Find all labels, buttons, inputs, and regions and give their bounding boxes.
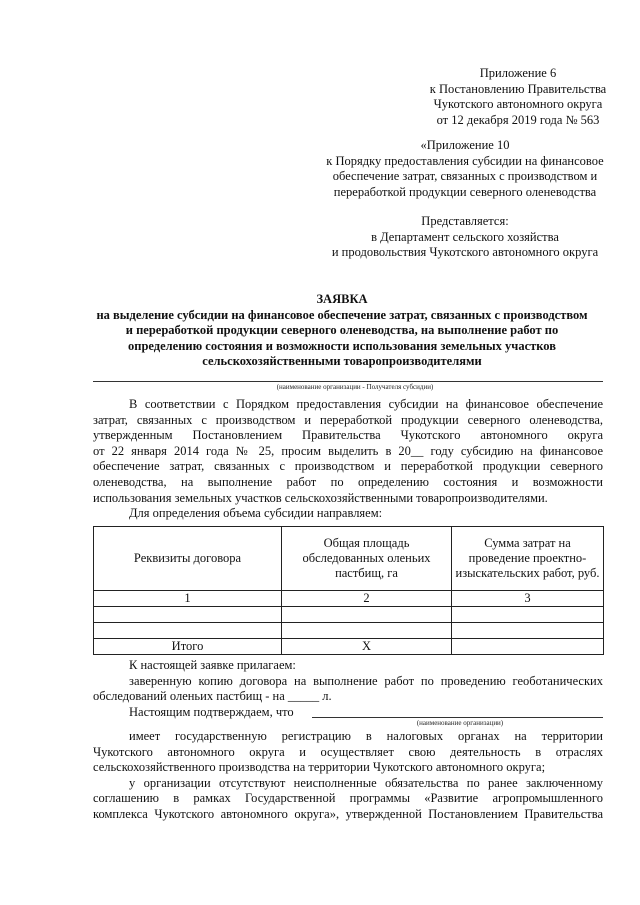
- organization-name-line: [93, 381, 603, 382]
- column-number: 1: [94, 591, 282, 607]
- attachments-line: заверенную копию договора на выполнение работ по проведению геоботанических: [129, 673, 603, 688]
- attachments-intro: К настоящей заявке прилагаем:: [129, 658, 296, 672]
- confirm-caption: (наименование организации): [416, 719, 504, 727]
- presented-line: в Департамент сельского хозяйства: [371, 229, 559, 244]
- heading-title: ЗАЯВКА: [316, 292, 368, 306]
- request-line: затрат, связанных с производством и переработкой продукции северного оленеводства,: [93, 412, 603, 427]
- confirm-line: сельскохозяйственного производства на территории Чукотского автономного округа;: [93, 760, 546, 775]
- appendix-6-block: [400, 66, 636, 128]
- request-line-first: В соответствии с Порядком предоставления субсидии на финансовое обеспечение: [129, 397, 603, 411]
- attachments-line: обследований оленьих пастбищ - на _____ л.: [93, 689, 332, 704]
- appendix-6-line: к Постановлению Правительства: [429, 81, 607, 96]
- confirm-line: у организации отсутствуют неисполненные обязательства по ранее заключенному: [129, 775, 603, 790]
- appendix-10-block: [300, 138, 630, 200]
- header-sum: Сумма затрат на проведение проектно-изыскательских работ, руб.: [452, 527, 604, 591]
- heading-line: сельскохозяйственными товаропроизводителями: [202, 354, 482, 369]
- table-number-row: [94, 591, 604, 607]
- appendix-6-line: Чукотского автономного округа: [433, 97, 603, 112]
- heading-line: на выделение субсидии на финансовое обеспечение затрат, связанных с производством: [96, 307, 588, 322]
- presented-line: и продовольствия Чукотского автономного округа: [331, 245, 599, 260]
- table-cell: [452, 607, 604, 623]
- total-mark: X: [282, 639, 452, 655]
- request-line: обеспечение затрат, связанных с производством и переработкой продукции северного: [93, 459, 603, 474]
- presented-block: [300, 214, 630, 261]
- appendix-6-line: от 12 декабря 2019 года № 563: [436, 112, 600, 127]
- heading-line: определению состояния и возможности использования земельных участков: [128, 338, 556, 353]
- table-cell: [452, 623, 604, 639]
- request-line: утвержденным Постановлением Правительства Чукотского автономного округа: [93, 428, 603, 443]
- request-line-last: использования земельных участков сельскохозяйственными товаропроизводителями.: [93, 490, 548, 505]
- confirm-line: имеет государственную регистрацию в налоговых органах на территории: [129, 729, 603, 743]
- subsidy-table: [93, 526, 604, 655]
- table-cell: [282, 623, 452, 639]
- table-cell: [94, 607, 282, 623]
- table-cell: [94, 623, 282, 639]
- appendix-10-line: к Порядку предоставления субсидии на финансовое: [326, 153, 604, 168]
- heading-line: и переработкой продукции северного оленеводства, на выполнение работ по: [125, 323, 559, 338]
- total-label: Итого: [94, 639, 282, 655]
- table-row: [94, 623, 604, 639]
- confirm-line: Чукотского автономного округа и осуществляет свою деятельность в отраслях: [93, 744, 603, 759]
- presented-line: Представляется:: [421, 214, 509, 228]
- appendix-10-line: переработкой продукции северного оленеводства: [333, 184, 597, 199]
- total-sum: [452, 639, 604, 655]
- header-area: Общая площадь обследованных оленьих пастбищ, га: [282, 527, 452, 591]
- header-contract: Реквизиты договора: [94, 527, 282, 591]
- appendix-10-line: обеспечение затрат, связанных с производством и: [332, 169, 598, 184]
- confirm-line: соглашению в рамках Государственной программы «Развитие агропромышленного: [93, 791, 603, 806]
- table-row: [94, 607, 604, 623]
- direct-line: Для определения объема субсидии направляем:: [129, 506, 383, 521]
- organization-caption: (наименование организации - Получателя субсидии): [276, 383, 434, 391]
- table-cell: [282, 607, 452, 623]
- appendix-6-line: Приложение 6: [479, 66, 557, 80]
- confirm-org-line: [312, 717, 603, 718]
- appendix-10-line: «Приложение 10: [420, 138, 510, 152]
- request-line: от 22 января 2014 года № 25, просим выделить в 20__ году субсидию на финансовое: [93, 443, 603, 458]
- confirm-line: комплекса Чукотского автономного округа», утвержденной Постановлением Правительства: [93, 806, 603, 821]
- attachments-block: [93, 658, 603, 705]
- document-heading: [62, 292, 622, 370]
- request-line: оленеводства, на выполнение работ по определению состояния и возможности: [93, 474, 603, 489]
- column-number: 3: [452, 591, 604, 607]
- table-total-row: [94, 639, 604, 655]
- confirm-paragraph: [93, 729, 603, 823]
- request-paragraph: [93, 397, 603, 522]
- table-header-row: [94, 527, 604, 591]
- confirm-intro: Настоящим подтверждаем, что: [129, 705, 294, 719]
- column-number: 2: [282, 591, 452, 607]
